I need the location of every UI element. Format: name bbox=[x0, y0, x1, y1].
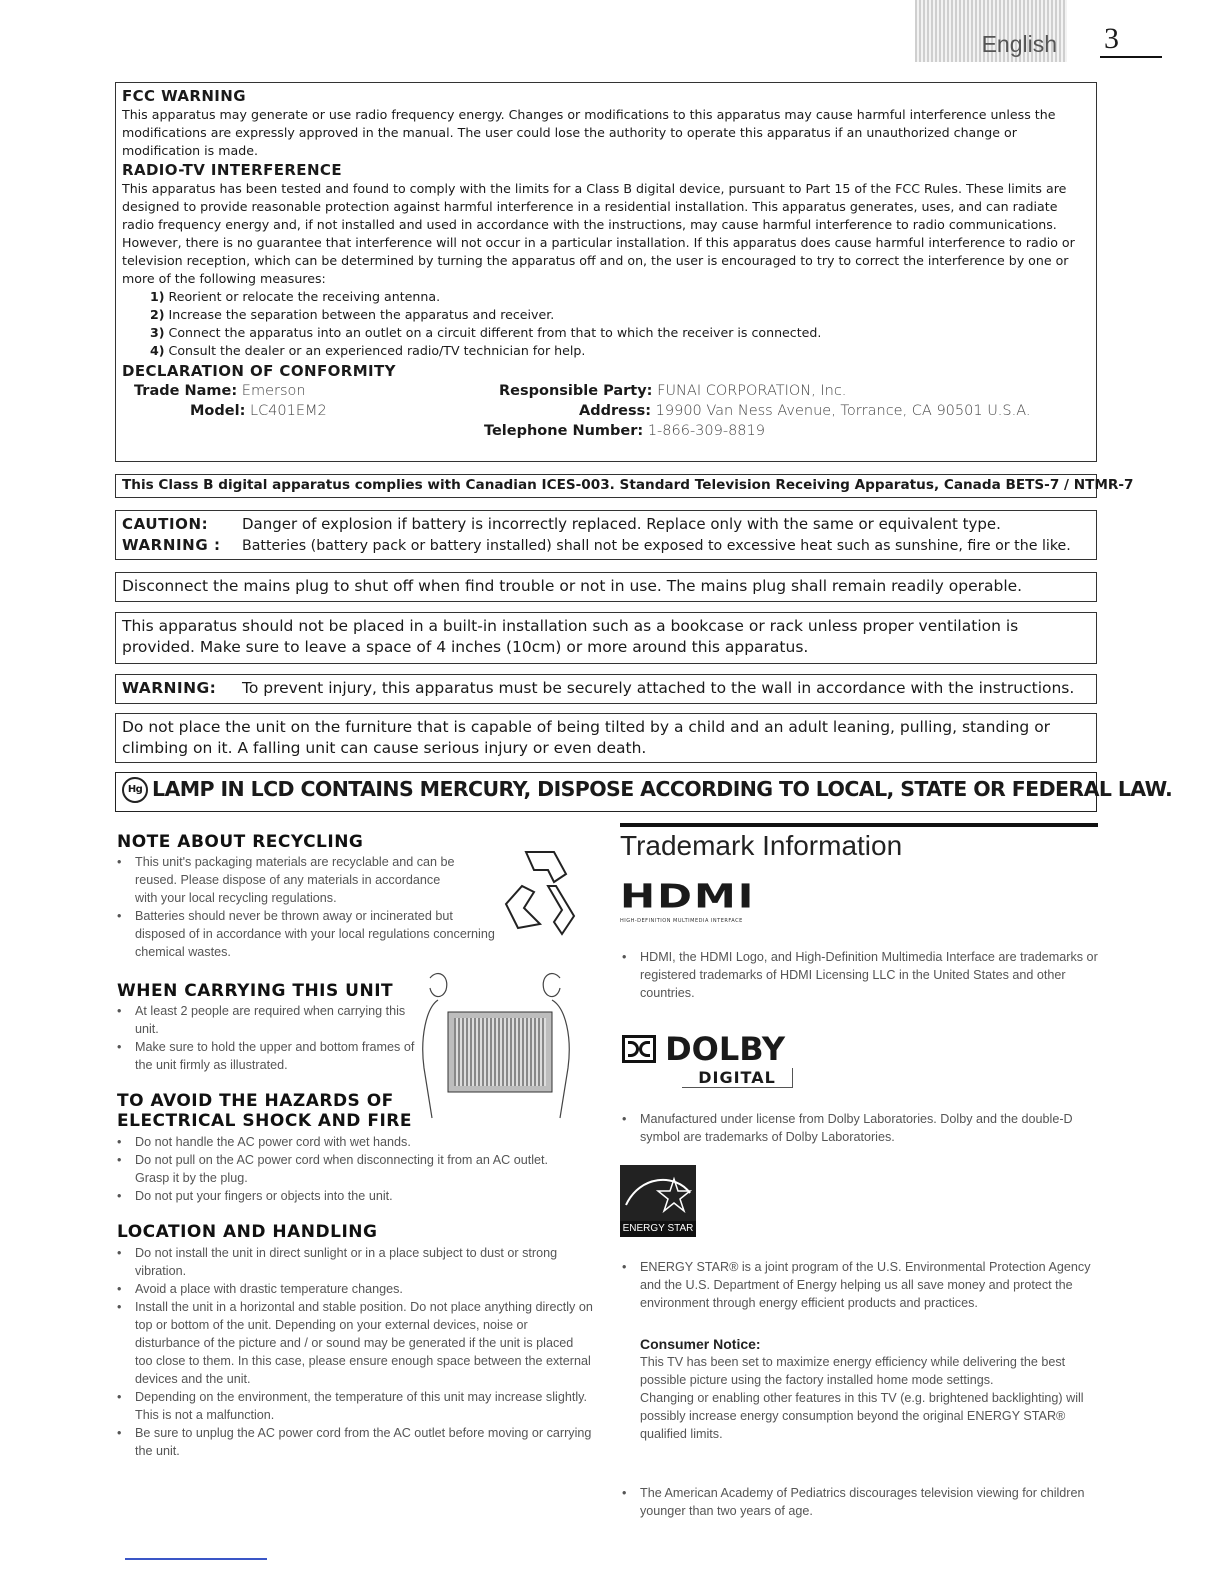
measures-list bbox=[150, 288, 1090, 360]
language-label: English bbox=[981, 31, 1057, 57]
list-item: 4) Consult the dealer or an experienced radio/TV technician for help. bbox=[150, 343, 586, 358]
list-item: • Batteries should never be thrown away or incinerated but disposed of in accordance with your local regulations concerning chemical wastes. bbox=[115, 907, 495, 961]
list-item: 3) Connect the apparatus into an outlet on a circuit different from that to which the receiver is connected. bbox=[150, 325, 822, 340]
consumer-notice-text-2: Changing or enabling other features in this TV (e.g. brightened backlighting) will possibly increase energy consumption beyond the original ENERGY STAR® qualified limits. bbox=[640, 1391, 1084, 1441]
list-item: • Do not install the unit in direct sunlight or in a place subject to dust or strong vibration. bbox=[115, 1244, 593, 1280]
caution-text: Danger of explosion if battery is incorrectly replaced. Replace only with the same or equivalent type. bbox=[242, 515, 1001, 533]
list-item: • Install the unit in a horizontal and stable position. Do not place anything directly on top or bottom of the unit. Depending on your external devices, noise or disturbance of the picture and / or sound may be generated if the unit is placed too close to them. In this case, please ensure enough space between the external devices and the unit. bbox=[115, 1298, 593, 1388]
hazards-title: TO AVOID THE HAZARDS OF ELECTRICAL SHOCK AND FIRE bbox=[117, 1091, 412, 1131]
mercury-lamp-text: LAMP IN LCD CONTAINS MERCURY, DISPOSE ACCORDING TO LOCAL, STATE OR FEDERAL LAW. bbox=[152, 777, 1173, 801]
radio-tv-text: This apparatus has been tested and found to comply with the limits for a Class B digital device, pursuant to Part 15 of the FCC Rules. These limits are designed to provide reasonable protection against harmful interference in a residential installation. This apparatus generates, uses, and can radiate radio frequency energy and, if not installed and used in accordance with the instructions, may cause harmful interference to radio communications. However, there is no guarantee that interference will not occur in a particular installation. If this apparatus does cause harmful interference to radio or television reception, which can be determined by turning the apparatus off and on, the user is encouraged to try to correct the interference by one or more of the following measures: bbox=[122, 181, 1075, 286]
list-item: • The American Academy of Pediatrics discourages television viewing for children younger than two years of age. bbox=[620, 1484, 1098, 1520]
trademark-title: Trademark Information bbox=[620, 830, 903, 861]
declaration-details bbox=[122, 381, 1090, 457]
recycling-list bbox=[115, 853, 495, 961]
trade-name-value: Emerson bbox=[241, 383, 306, 399]
list-item: • Manufactured under license from Dolby Laboratories. Dolby and the double-D symbol are trademarks of Dolby Laboratories. bbox=[620, 1110, 1098, 1146]
address-label: Address: bbox=[579, 403, 652, 419]
consumer-notice bbox=[640, 1335, 1098, 1443]
list-item: • Make sure to hold the upper and bottom frames of the unit firmly as illustrated. bbox=[115, 1038, 415, 1074]
list-item: 2) Increase the separation between the apparatus and receiver. bbox=[150, 307, 555, 322]
dolby-digital-label: DIGITAL bbox=[682, 1068, 793, 1088]
footer-rule bbox=[125, 1558, 267, 1560]
consumer-notice-title: Consumer Notice: bbox=[640, 1336, 761, 1352]
hdmi-logo-text: HDMI bbox=[620, 876, 756, 916]
radio-tv-title: RADIO-TV INTERFERENCE bbox=[122, 161, 342, 179]
list-item: • Do not handle the AC power cord with wet hands. bbox=[115, 1133, 590, 1151]
energy-star-list bbox=[620, 1258, 1098, 1312]
warning-label: WARNING : bbox=[122, 536, 221, 554]
list-item: • At least 2 people are required when carrying this unit. bbox=[115, 1002, 415, 1038]
hdmi-trademark-list bbox=[620, 948, 1098, 1002]
dolby-logo bbox=[622, 1030, 793, 1088]
list-item: • Be sure to unplug the AC power cord from the AC outlet before moving or carrying the unit. bbox=[115, 1424, 593, 1460]
declaration-title: DECLARATION OF CONFORMITY bbox=[122, 362, 396, 380]
hdmi-logo bbox=[620, 876, 756, 924]
dolby-trademark-list bbox=[620, 1110, 1098, 1146]
wall-warning-text: To prevent injury, this apparatus must be securely attached to the wall in accordance with the instructions. bbox=[242, 679, 1075, 697]
fcc-warning-title: FCC WARNING bbox=[122, 87, 246, 105]
tilt-notice: Do not place the unit on the furniture that is capable of being tilted by a child and an adult leaning, pulling, standing or climbing on it. A falling unit can cause serious injury or even death. bbox=[115, 713, 1097, 763]
list-item: • Do not put your fingers or objects into the unit. bbox=[115, 1187, 590, 1205]
responsible-label: Responsible Party: bbox=[499, 383, 653, 399]
model-label: Model: bbox=[190, 403, 246, 419]
carrying-list bbox=[115, 1002, 415, 1074]
model-value: LC401EM2 bbox=[249, 403, 327, 419]
fcc-warning-text: This apparatus may generate or use radio frequency energy. Changes or modifications to this apparatus may cause harmful interference unless the modifications are expressly approved in the manual. The user could lose the authority to operate this apparatus if an unauthorized change or modification is made. bbox=[122, 107, 1056, 158]
address-value: 19900 Van Ness Avenue, Torrance, CA 90501 U.S.A. bbox=[655, 403, 1031, 419]
list-item: • Avoid a place with drastic temperature changes. bbox=[115, 1280, 593, 1298]
list-item: • Do not pull on the AC power cord when disconnecting it from an AC outlet. Grasp it by the plug. bbox=[115, 1151, 575, 1187]
responsible-value: FUNAI CORPORATION, Inc. bbox=[657, 383, 847, 399]
mercury-hg-icon: Hg bbox=[122, 777, 148, 803]
ventilation-notice: This apparatus should not be placed in a built-in installation such as a bookcase or rack unless proper ventilation is provided. Make sure to leave a space of 4 inches (10cm) or more around this apparatus. bbox=[115, 612, 1097, 664]
warning-text: Batteries (battery pack or battery installed) shall not be exposed to excessive heat such as sunshine, fire or the like. bbox=[242, 538, 1071, 554]
energy-star-label: ENERGY STAR bbox=[620, 1221, 696, 1237]
location-title: LOCATION AND HANDLING bbox=[117, 1222, 378, 1242]
carrying-tv-illustration-icon bbox=[410, 968, 590, 1128]
consumer-notice-text-1: This TV has been set to maximize energy efficiency while delivering the best possible picture using the factory installed home mode settings. bbox=[640, 1355, 1066, 1387]
pediatrics-list bbox=[620, 1484, 1098, 1520]
location-list bbox=[115, 1244, 593, 1460]
hazards-list bbox=[115, 1133, 590, 1205]
telephone-value: 1-866-309-8819 bbox=[647, 423, 765, 439]
energy-star-icon bbox=[620, 1165, 696, 1221]
list-item: • Depending on the environment, the temperature of this unit may increase slightly. This is not a malfunction. bbox=[115, 1388, 593, 1424]
telephone-label: Telephone Number: bbox=[484, 423, 644, 439]
list-item: 1) Reorient or relocate the receiving antenna. bbox=[150, 289, 441, 304]
trade-name-label: Trade Name: bbox=[134, 383, 238, 399]
energy-star-logo bbox=[620, 1165, 696, 1237]
caution-label: CAUTION: bbox=[122, 515, 209, 533]
ices-notice: This Class B digital apparatus complies with Canadian ICES-003. Standard Television Receiving Apparatus, Canada BETS-7 / NTMR-7 bbox=[115, 474, 1097, 498]
wall-warning bbox=[115, 674, 1097, 704]
wall-warning-label: WARNING: bbox=[122, 679, 217, 697]
recycling-icon bbox=[496, 842, 586, 942]
list-item: • ENERGY STAR® is a joint program of the U.S. Environmental Protection Agency and the U.S. Department of Energy helping us all save money and protect the environment through energy efficient products and practices. bbox=[620, 1258, 1098, 1312]
trademark-rule bbox=[620, 823, 1098, 827]
language-tab bbox=[915, 0, 1067, 62]
hdmi-tagline: HIGH-DEFINITION MULTIMEDIA INTERFACE bbox=[620, 918, 743, 924]
caution-box bbox=[115, 510, 1097, 560]
mains-notice: Disconnect the mains plug to shut off when find trouble or not in use. The mains plug shall remain readily operable. bbox=[115, 572, 1097, 602]
list-item: • HDMI, the HDMI Logo, and High-Definition Multimedia Interface are trademarks or registered trademarks of HDMI Licensing LLC in the United States and other countries. bbox=[620, 948, 1098, 1002]
fcc-box bbox=[115, 82, 1097, 462]
dolby-double-d-icon bbox=[622, 1035, 656, 1063]
recycling-title: NOTE ABOUT RECYCLING bbox=[117, 832, 364, 852]
page-number: 3 bbox=[1100, 22, 1162, 58]
mercury-lamp-notice bbox=[115, 772, 1173, 812]
list-item: • This unit's packaging materials are recyclable and can be reused. Please dispose of any materials in accordance with your local recycling regulations. bbox=[115, 853, 465, 907]
carrying-title: WHEN CARRYING THIS UNIT bbox=[117, 981, 394, 1001]
dolby-logo-text: DOLBY bbox=[665, 1030, 786, 1068]
